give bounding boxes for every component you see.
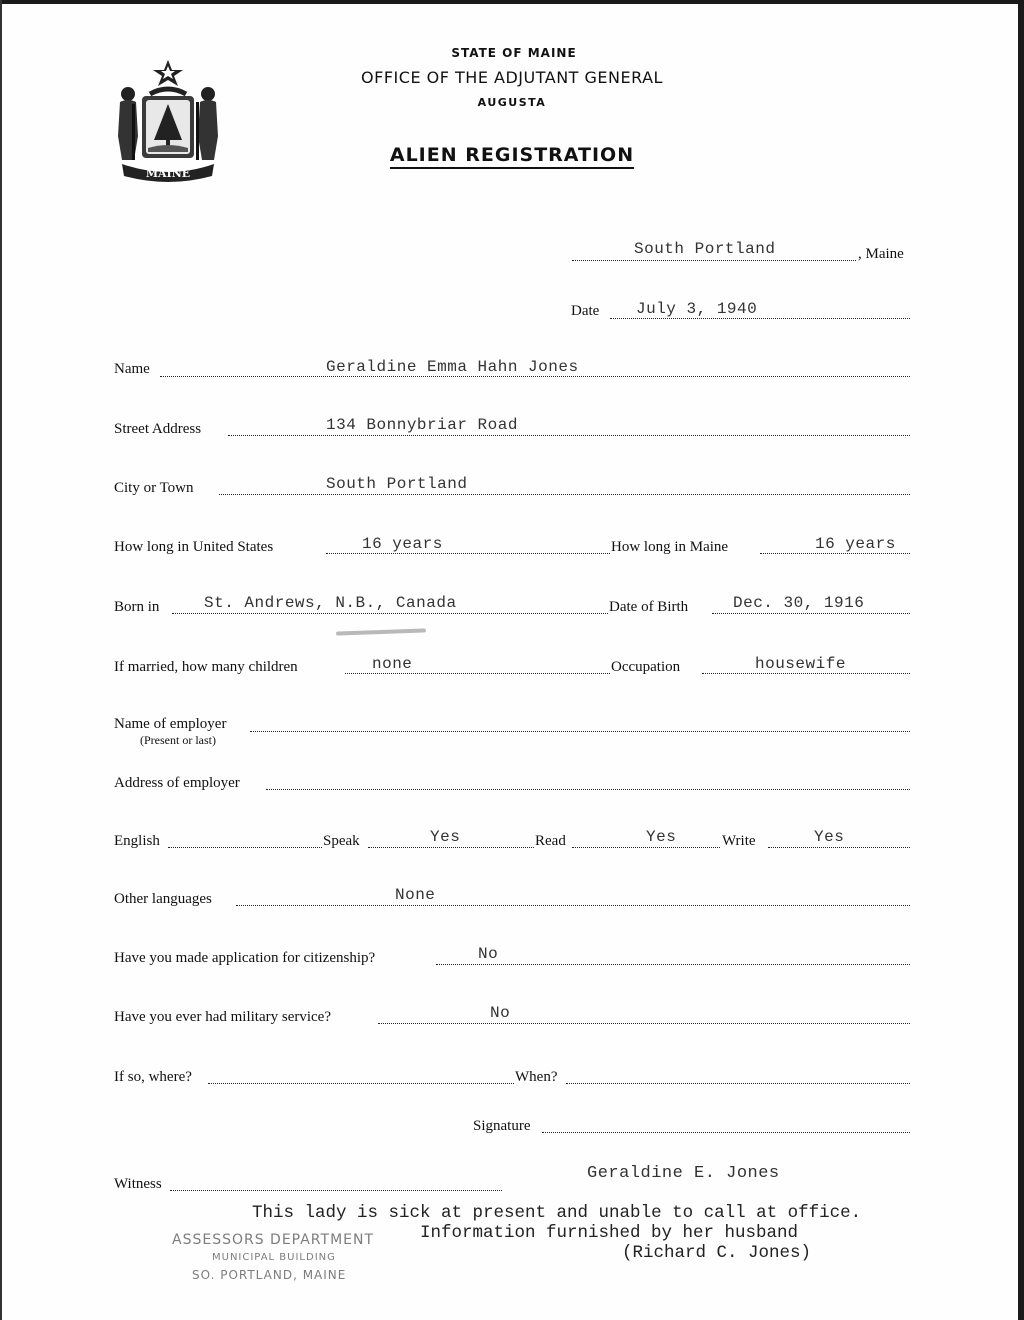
employer-address-label: Address of employer — [114, 775, 240, 791]
form-title-text: ALIEN REGISTRATION — [390, 144, 634, 169]
date-line — [610, 318, 910, 319]
citizenship-line — [436, 964, 910, 965]
date-of-birth-value: Dec. 30, 1916 — [733, 594, 865, 612]
read-value: Yes — [646, 828, 677, 846]
other-languages-line — [236, 905, 910, 906]
date-of-birth-label: Date of Birth — [609, 599, 689, 615]
stamp-line-1: ASSESSORS DEPARTMENT — [172, 1232, 375, 1248]
witness-line — [170, 1190, 502, 1191]
occupation-label: Occupation — [611, 659, 681, 675]
other-languages-value: None — [395, 886, 436, 904]
place-line — [572, 260, 856, 261]
when-line — [566, 1083, 910, 1084]
write-value: Yes — [814, 828, 845, 846]
street-address-label: Street Address — [114, 421, 202, 437]
born-in-line — [172, 613, 608, 614]
citizenship-label: Have you made application for citizenship? — [114, 950, 376, 966]
stamp-line-3: SO. PORTLAND, MAINE — [192, 1268, 347, 1282]
employer-name-sublabel: (Present or last) — [140, 733, 216, 747]
if-so-where-line — [208, 1083, 514, 1084]
form-title — [0, 144, 1024, 166]
occupation-value: housewife — [755, 655, 846, 673]
witness-label: Witness — [114, 1176, 162, 1192]
occupation-line — [702, 673, 910, 674]
note-line-2: Information furnished by her husband — [420, 1223, 799, 1243]
read-line — [572, 847, 720, 848]
street-address-value: 134 Bonnybriar Road — [326, 416, 518, 434]
if-so-where-label: If so, where? — [114, 1069, 192, 1085]
street-address-line — [228, 435, 910, 436]
citizenship-value: No — [478, 945, 499, 963]
header-state: STATE OF MAINE — [451, 46, 577, 60]
city-or-town-line — [219, 494, 910, 495]
note-line-1: This lady is sick at present and unable to call at office. — [252, 1203, 862, 1223]
scan-edge-top — [0, 0, 1024, 4]
name-value: Geraldine Emma Hahn Jones — [326, 358, 579, 376]
header-office: OFFICE OF THE ADJUTANT GENERAL — [361, 68, 663, 87]
how-long-maine-value: 16 years — [815, 535, 896, 553]
speak-value: Yes — [430, 828, 461, 846]
date-label: Date — [571, 303, 600, 319]
speak-line — [368, 847, 534, 848]
seal-banner-text: MAINE — [145, 167, 191, 180]
city-or-town-value: South Portland — [326, 475, 468, 493]
children-value: none — [372, 655, 413, 673]
how-long-us-label: How long in United States — [114, 539, 274, 555]
children-line — [345, 673, 610, 674]
name-line — [160, 376, 910, 377]
speak-label: Speak — [323, 833, 360, 849]
write-label: Write — [722, 833, 756, 849]
date-value: July 3, 1940 — [636, 300, 758, 318]
military-value: No — [490, 1004, 511, 1022]
stamp-line-2: MUNICIPAL BUILDING — [212, 1252, 336, 1263]
how-long-us-value: 16 years — [362, 535, 443, 553]
signature-label: Signature — [473, 1118, 531, 1134]
how-long-maine-line — [760, 553, 910, 554]
how-long-us-line — [326, 553, 610, 554]
note-line-3: (Richard C. Jones) — [622, 1243, 812, 1263]
scan-edge-left — [0, 0, 2, 1320]
born-in-value: St. Andrews, N.B., Canada — [204, 594, 457, 612]
scan-edge-right — [1018, 0, 1024, 1320]
place-suffix: , Maine — [858, 246, 904, 262]
date-of-birth-line — [712, 613, 910, 614]
employer-address-line — [266, 789, 910, 790]
how-long-maine-label: How long in Maine — [611, 539, 729, 555]
place-value: South Portland — [634, 240, 776, 258]
english-label: English — [114, 833, 160, 849]
military-label: Have you ever had military service? — [114, 1009, 331, 1025]
name-label: Name — [114, 361, 150, 377]
employer-name-line — [250, 731, 910, 732]
signature-line — [542, 1132, 910, 1133]
city-or-town-label: City or Town — [114, 480, 194, 496]
military-line — [378, 1023, 910, 1024]
born-in-label: Born in — [114, 599, 160, 615]
employer-name-label: Name of employer — [114, 716, 227, 732]
header-city: AUGUSTA — [477, 96, 547, 109]
children-label: If married, how many children — [114, 659, 298, 675]
signature-value: Geraldine E. Jones — [587, 1164, 780, 1183]
english-line — [168, 847, 322, 848]
other-languages-label: Other languages — [114, 891, 212, 907]
read-label: Read — [535, 833, 566, 849]
write-line — [768, 847, 910, 848]
when-label: When? — [515, 1069, 558, 1085]
ink-smudge — [336, 628, 426, 635]
